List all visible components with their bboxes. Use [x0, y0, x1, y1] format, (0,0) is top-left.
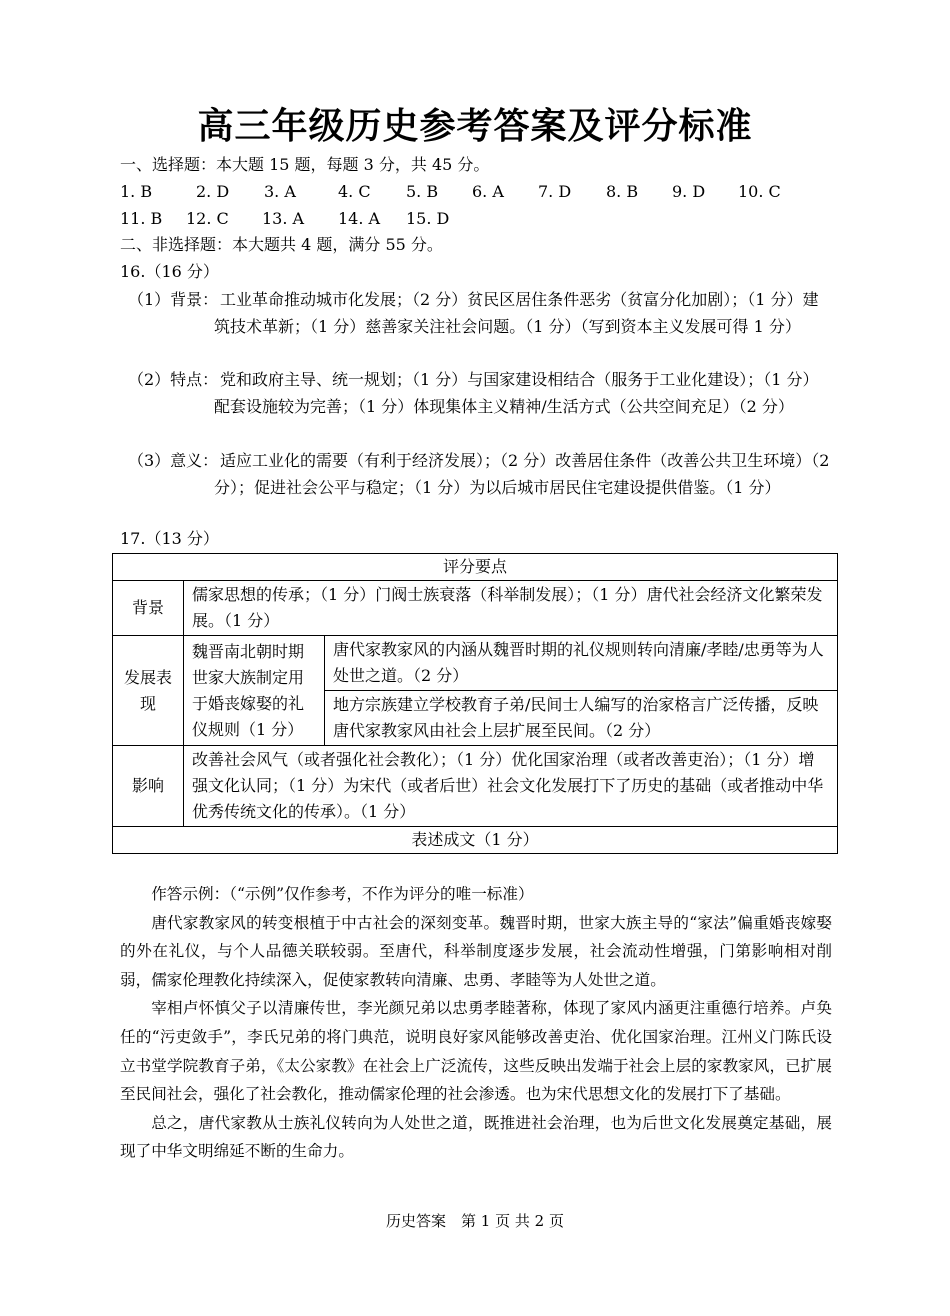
essay-paragraph: 总之，唐代家教从士族礼仪转向为人处世之道，既推进社会治理，也为后世文化发展奠定基础，展现了中华文明绵延不断的生命力。 [120, 1113, 832, 1161]
q16-part-3 [128, 448, 832, 528]
scoring-table [112, 553, 838, 854]
answer-item: 8. B [606, 182, 639, 201]
answer-item: 9. D [672, 182, 706, 201]
answer-item: 13. A [262, 209, 305, 228]
impact-text: 改善社会风气（或者强化社会教化）；（1 分）优化国家治理（或者改善吏治）；（1 分）增强文化认同；（1 分）为宋代（或者后世）社会文化发展打下了历史的基础（或者推动中华优秀传统文化的传承）。（1 分） [184, 746, 838, 827]
answer-item: 12. C [186, 209, 229, 228]
row-label-background: 背景 [113, 581, 184, 636]
q16-heading: 16.（16 分） [120, 262, 219, 281]
answer-item: 11. B [120, 209, 163, 228]
answer-item: 1. B [120, 182, 153, 201]
page-footer: 历史答案 第 1 页 共 2 页 [386, 1212, 564, 1230]
q16-part-text: 党和政府主导、统一规划；（1 分）与国家建设相结合（服务于工业化建设）；（1 分）配套设施较为完善；（1 分）体现集体主义精神/生活方式（公共空间充足）（2 分） [214, 370, 819, 416]
table-header: 评分要点 [113, 554, 838, 581]
answer-item: 3. A [264, 182, 296, 201]
answers-row-2 [120, 208, 840, 230]
essay-paragraph: 唐代家教家风的转变根植于中古社会的深刻变革。魏晋时期，世家大族主导的“家法”偏重婚丧嫁娶的外在礼仪，与个人品德关联较弱。至唐代，科举制度逐步发展，社会流动性增强，门第影响相对削弱，儒家伦理教化持续深入，促使家教转向清廉、忠勇、孝睦等为人处世之道。 [120, 913, 832, 989]
q16-part-text: 适应工业化的需要（有利于经济发展）；（2 分）改善居住条件（改善公共卫生环境）（2 分）；促进社会公平与稳定；（1 分）为以后城市居民住宅建设提供借鉴。（1 分） [214, 451, 830, 497]
development-right-text-1: 唐代家教家风的内涵从魏晋时期的礼仪规则转向清廉/孝睦/忠勇等为人处世之道。（2 分） [325, 636, 838, 691]
answer-item: 14. A [338, 209, 381, 228]
answer-item: 5. B [406, 182, 439, 201]
essay-intro: 作答示例：（“示例”仅作参考，不作为评分的唯一标准） [151, 885, 534, 903]
essay-block [120, 880, 832, 1166]
table-footer: 表述成文（1 分） [113, 827, 838, 854]
q16-part-text: 工业革命推动城市化发展；（2 分）贫民区居住条件恶劣（贫富分化加剧）；（1 分）建筑技术革新；（1 分）慈善家关注社会问题。（1 分）（写到资本主义发展可得 1 分） [214, 290, 819, 336]
background-text: 儒家思想的传承；（1 分）门阀士族衰落（科举制发展）；（1 分）唐代社会经济文化繁荣发展。（1 分） [184, 581, 838, 636]
development-right-text-2: 地方宗族建立学校教育子弟/民间士人编写的治家格言广泛传播，反映唐代家教家风由社会上层扩展至民间。（2 分） [325, 691, 838, 746]
q16-part-2 [128, 367, 832, 447]
section1-heading: 一、选择题：本大题 15 题，每题 3 分，共 45 分。 [120, 155, 490, 174]
development-left-text: 魏晋南北朝时期世家大族制定用于婚丧嫁娶的礼仪规则（1 分） [184, 636, 325, 746]
row-label-impact: 影响 [113, 746, 184, 827]
answer-item: 2. D [196, 182, 230, 201]
page-title: 高三年级历史参考答案及评分标准 [197, 105, 753, 147]
q16-part-label: （1）背景： [128, 290, 219, 309]
answers-row-1 [120, 181, 840, 203]
essay-paragraph: 宰相卢怀慎父子以清廉传世，李光颜兄弟以忠勇孝睦著称，体现了家风内涵更注重德行培养。卢奂任的“污吏敛手”，李氏兄弟的将门典范，说明良好家风能够改善吏治、优化国家治理。江州义门陈氏设立书堂学院教育子弟，《太公家教》在社会上广泛流传，这些反映出发端于社会上层的家教家风，已扩展至民间社会，强化了社会教化，推动儒家伦理的社会渗透。也为宋代思想文化的发展打下了基础。 [120, 999, 832, 1104]
section2-heading: 二、非选择题：本大题共 4 题，满分 55 分。 [120, 235, 443, 254]
answer-item: 4. C [338, 182, 371, 201]
answer-item: 10. C [738, 182, 781, 201]
answer-item: 6. A [472, 182, 504, 201]
q16-part-label: （3）意义： [128, 451, 219, 470]
row-label-development: 发展表现 [113, 636, 184, 746]
q16-part-label: （2）特点： [128, 370, 219, 389]
q16-part-1 [128, 287, 832, 367]
q17-heading: 17.（13 分） [120, 529, 219, 548]
answer-item: 15. D [406, 209, 450, 228]
answer-item: 7. D [538, 182, 572, 201]
